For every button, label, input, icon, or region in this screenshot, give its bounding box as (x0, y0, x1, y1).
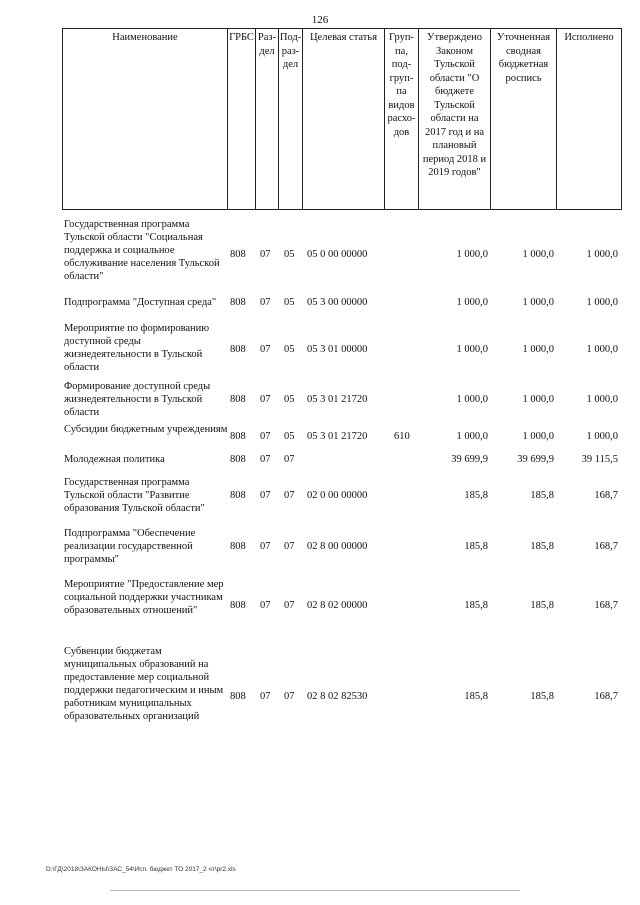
row-approved: 185,8 (464, 541, 488, 552)
row-grbs: 808 (230, 431, 246, 442)
row-target: 02 8 02 00000 (307, 600, 368, 611)
row-name: Мероприятие "Предоставление мер социальной поддержки участникам образовательных отношений" (64, 579, 224, 616)
row-refined: 1 000,0 (522, 344, 554, 355)
row-razdel: 07 (260, 490, 271, 501)
row-podrazdel: 07 (284, 541, 295, 552)
row-podrazdel: 05 (284, 344, 295, 355)
row-target: 02 8 02 82530 (307, 691, 368, 702)
row-grbs: 808 (230, 490, 246, 501)
row-podrazdel: 05 (284, 394, 295, 405)
row-approved: 1 000,0 (456, 249, 488, 260)
header-vid: Груп-па, под-груп-па видов расхо-дов (384, 28, 418, 210)
row-refined: 185,8 (530, 541, 554, 552)
row-name: Подпрограмма "Обеспечение реализации государственной программы" (64, 528, 196, 565)
row-podrazdel: 07 (284, 600, 295, 611)
row-refined: 1 000,0 (522, 394, 554, 405)
row-grbs: 808 (230, 394, 246, 405)
row-razdel: 07 (260, 454, 271, 465)
header-name: Наименование (62, 28, 227, 210)
row-executed: 1 000,0 (586, 344, 618, 355)
header-podrazdel: Под-раз-дел (278, 28, 302, 210)
row-grbs: 808 (230, 297, 246, 308)
row-executed: 1 000,0 (586, 297, 618, 308)
row-podrazdel: 07 (284, 454, 295, 465)
header-grbs: ГРБС (227, 28, 255, 210)
row-approved: 39 699,9 (451, 454, 488, 465)
page-number: 126 (311, 14, 329, 26)
row-target: 05 3 01 21720 (307, 394, 368, 405)
table-row (0, 476, 640, 518)
row-name: Молодежная политика (64, 454, 165, 465)
header-razdel: Раз-дел (255, 28, 278, 210)
row-approved: 1 000,0 (456, 394, 488, 405)
row-approved: 185,8 (464, 600, 488, 611)
row-razdel: 07 (260, 297, 271, 308)
row-target: 05 3 01 21720 (307, 431, 368, 442)
table-row (0, 322, 640, 378)
row-executed: 1 000,0 (586, 431, 618, 442)
row-name: Государственная программа Тульской области "Социальная поддержка и социальное обслуживание населения Тульской области" (64, 219, 220, 282)
row-razdel: 07 (260, 394, 271, 405)
row-refined: 1 000,0 (522, 297, 554, 308)
row-target: 05 0 00 00000 (307, 249, 368, 260)
row-name: Мероприятие по формированию доступной среды жизнедеятельности в Тульской области (64, 323, 210, 373)
row-approved: 1 000,0 (456, 297, 488, 308)
row-target: 02 0 00 00000 (307, 490, 368, 501)
row-razdel: 07 (260, 691, 271, 702)
table-row (0, 423, 640, 451)
row-grbs: 808 (230, 691, 246, 702)
row-name: Подпрограмма "Доступная среда" (64, 297, 217, 308)
row-executed: 39 115,5 (581, 454, 618, 465)
row-podrazdel: 07 (284, 490, 295, 501)
row-vid: 610 (394, 431, 410, 442)
row-refined: 39 699,9 (517, 454, 554, 465)
row-grbs: 808 (230, 541, 246, 552)
table-row (0, 218, 640, 290)
row-grbs: 808 (230, 344, 246, 355)
row-razdel: 07 (260, 249, 271, 260)
row-podrazdel: 05 (284, 431, 295, 442)
scan-artifact-line (110, 890, 520, 891)
row-refined: 185,8 (530, 490, 554, 501)
row-executed: 168,7 (594, 600, 618, 611)
table-row (0, 578, 640, 636)
row-target: 05 3 01 00000 (307, 344, 368, 355)
table-row (0, 296, 640, 312)
row-target: 02 8 00 00000 (307, 541, 368, 552)
row-refined: 1 000,0 (522, 249, 554, 260)
row-approved: 1 000,0 (456, 431, 488, 442)
row-executed: 168,7 (594, 541, 618, 552)
table-row (0, 645, 640, 749)
row-razdel: 07 (260, 600, 271, 611)
row-grbs: 808 (230, 600, 246, 611)
row-grbs: 808 (230, 249, 246, 260)
table-row (0, 453, 640, 469)
row-podrazdel: 07 (284, 691, 295, 702)
row-podrazdel: 05 (284, 297, 295, 308)
row-refined: 185,8 (530, 691, 554, 702)
row-executed: 1 000,0 (586, 249, 618, 260)
row-razdel: 07 (260, 431, 271, 442)
table-row (0, 380, 640, 420)
row-approved: 185,8 (464, 490, 488, 501)
file-path-footer: D:\ГД\2018\ЗАКОНЫ\ЗАС_54\Исп. бюджет ТО 2017_2 чт\pr2.xls (46, 866, 236, 873)
row-refined: 1 000,0 (522, 431, 554, 442)
row-razdel: 07 (260, 344, 271, 355)
header-approved: Утверждено Законом Тульской области "О бюджете Тульской области на 2017 год и на плановый период 2018 и 2019 годов" (418, 28, 490, 210)
row-name: Субсидии бюджетным учреждениям (64, 424, 228, 435)
row-executed: 1 000,0 (586, 394, 618, 405)
row-podrazdel: 05 (284, 249, 295, 260)
row-refined: 185,8 (530, 600, 554, 611)
row-executed: 168,7 (594, 490, 618, 501)
row-razdel: 07 (260, 541, 271, 552)
row-name: Государственная программа Тульской области "Развитие образования Тульской области" (64, 477, 205, 514)
row-approved: 1 000,0 (456, 344, 488, 355)
row-grbs: 808 (230, 454, 246, 465)
row-name: Субвенции бюджетам муниципальных образований на предоставление мер социальной поддержки педагогическим и иным работникам муниципальных образовательных организаций (64, 646, 224, 722)
row-name: Формирование доступной среды жизнедеятельности в Тульской области (64, 381, 211, 418)
header-target: Целевая статья (302, 28, 384, 210)
table-row (0, 527, 640, 569)
row-executed: 168,7 (594, 691, 618, 702)
row-target: 05 3 00 00000 (307, 297, 368, 308)
row-approved: 185,8 (464, 691, 488, 702)
header-executed: Исполнено (556, 28, 622, 210)
header-refined: Уточненная сводная бюджетная роспись (490, 28, 556, 210)
